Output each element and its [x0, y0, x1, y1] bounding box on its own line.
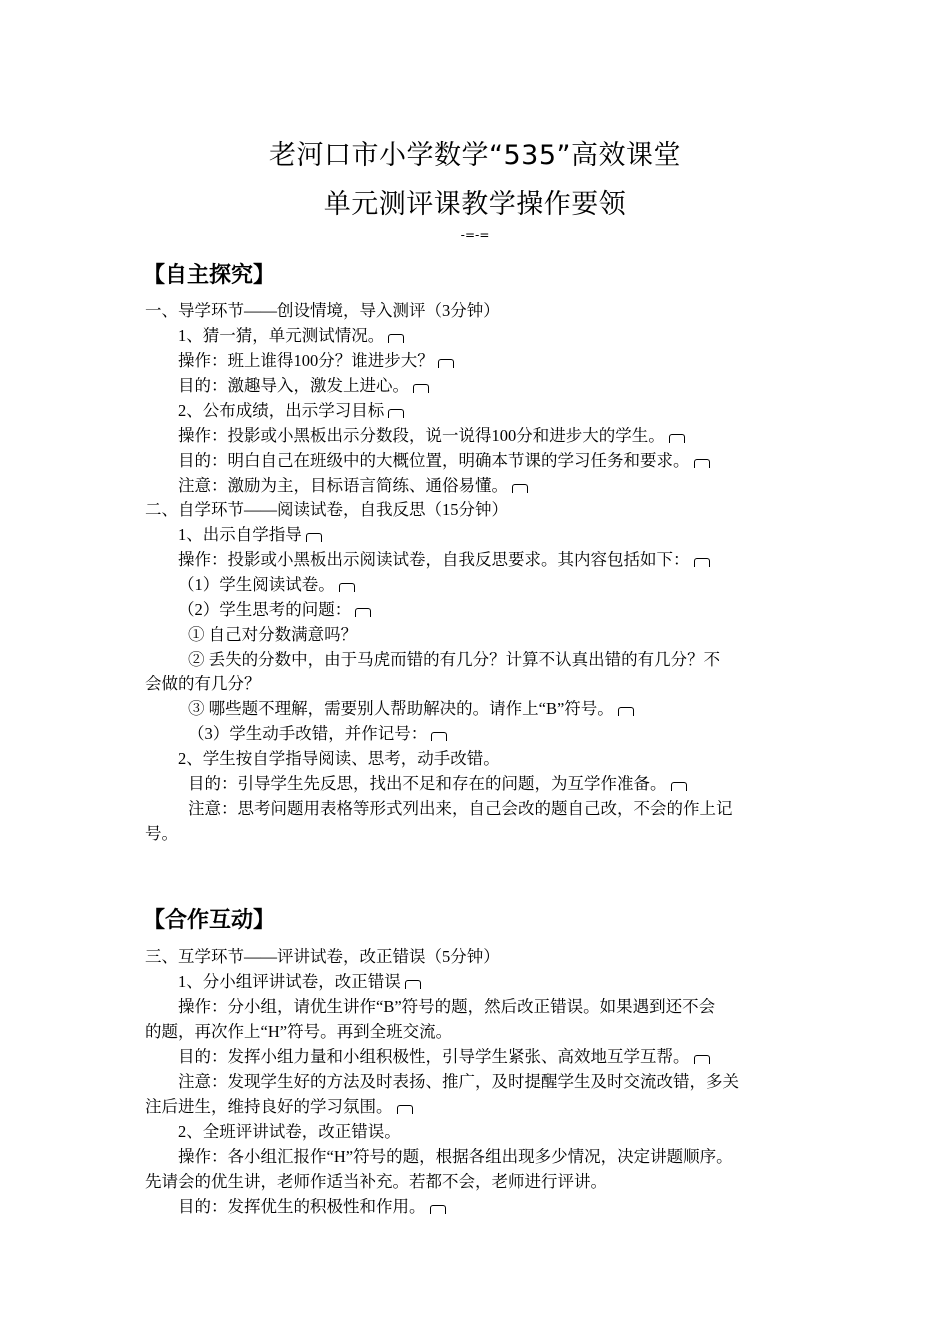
- section-heading-cooperation: 【合作互动】: [143, 908, 276, 933]
- section-heading-self-explore: 【自主探究】: [143, 263, 276, 288]
- paragraph: 二、自学环节——阅读试卷，自我反思（15分钟）: [145, 500, 508, 519]
- paragraph: ③ 哪些题不理解，需要别人帮助解决的。请作上“B”符号。: [188, 697, 868, 721]
- paragraph-mark-icon: [306, 533, 322, 542]
- paragraph-mark-icon: [694, 558, 710, 567]
- paragraph: 目的：激趣导入，激发上进心。: [178, 374, 858, 398]
- paragraph-mark-icon: [512, 484, 528, 493]
- paragraph: ① 自己对分数满意吗？: [188, 625, 358, 644]
- paragraph: 注意：发现学生好的方法及时表扬、推广，及时提醒学生及时交流改错，多关: [178, 1072, 739, 1091]
- paragraph: 操作：投影或小黑板出示阅读试卷，自我反思要求。其内容包括如下：: [178, 548, 858, 572]
- paragraph-mark-icon: [438, 359, 454, 368]
- paragraph-mark-icon: [694, 1055, 710, 1064]
- paragraph-mark-icon: [671, 782, 687, 791]
- paragraph: 会做的有几分？: [145, 674, 261, 693]
- paragraph: 2、全班评讲试卷，改正错误。: [178, 1122, 401, 1141]
- paragraph-mark-icon: [355, 608, 371, 617]
- paragraph: 1、猜一猜，单元测试情况。: [178, 324, 858, 348]
- title-divider: -=-=: [460, 228, 490, 242]
- paragraph: 目的：引导学生先反思，找出不足和存在的问题，为互学作准备。: [188, 772, 868, 796]
- paragraph: 操作：投影或小黑板出示分数段，说一说得100分和进步大的学生。: [178, 424, 858, 448]
- paragraph-mark-icon: [431, 732, 447, 741]
- paragraph: 2、公布成绩，出示学习目标: [178, 399, 858, 423]
- document-title: 老河口市小学数学“535”高效课堂: [268, 140, 681, 171]
- paragraph: 2、学生按自学指导阅读、思考，动手改错。: [178, 749, 500, 768]
- paragraph: 先请会的优生讲，老师作适当补充。若都不会，老师进行评讲。: [145, 1172, 607, 1191]
- paragraph: 注后进生，维持良好的学习氛围。: [145, 1095, 825, 1119]
- paragraph-mark-icon: [339, 583, 355, 592]
- paragraph: 号。: [145, 824, 178, 843]
- paragraph-mark-icon: [694, 459, 710, 468]
- paragraph: 的题，再次作上“H”符号。再到全班交流。: [145, 1022, 453, 1041]
- paragraph: （3）学生动手改错，并作记号：: [188, 722, 868, 746]
- paragraph: ② 丢失的分数中，由于马虎而错的有几分？计算不认真出错的有几分？不: [188, 650, 721, 669]
- paragraph: 一、导学环节——创设情境，导入测评（3分钟）: [145, 301, 500, 320]
- document-subtitle: 单元测评课教学操作要领: [323, 189, 627, 220]
- paragraph: 三、互学环节——评讲试卷，改正错误（5分钟）: [145, 947, 500, 966]
- paragraph-mark-icon: [618, 707, 634, 716]
- paragraph: 目的：发挥优生的积极性和作用。: [178, 1195, 858, 1219]
- paragraph: （2）学生思考的问题：: [178, 598, 858, 622]
- paragraph-mark-icon: [388, 409, 404, 418]
- paragraph: （1）学生阅读试卷。: [178, 573, 858, 597]
- paragraph-mark-icon: [405, 980, 421, 989]
- paragraph: 注意：激励为主，目标语言简练、通俗易懂。: [178, 474, 858, 498]
- paragraph: 注意：思考问题用表格等形式列出来，自己会改的题自己改，不会的作上记: [188, 799, 733, 818]
- paragraph-mark-icon: [413, 384, 429, 393]
- paragraph: 1、分小组评讲试卷，改正错误: [178, 970, 858, 994]
- paragraph: 目的：明白自己在班级中的大概位置，明确本节课的学习任务和要求。: [178, 449, 858, 473]
- paragraph-mark-icon: [430, 1205, 446, 1214]
- paragraph: 操作：班上谁得100分？谁进步大？: [178, 349, 858, 373]
- paragraph-mark-icon: [388, 334, 404, 343]
- paragraph-mark-icon: [397, 1105, 413, 1114]
- paragraph-mark-icon: [669, 434, 685, 443]
- paragraph: 操作：分小组，请优生讲作“B”符号的题，然后改正错误。如果遇到还不会: [178, 997, 716, 1016]
- paragraph: 目的：发挥小组力量和小组积极性，引导学生紧张、高效地互学互帮。: [178, 1045, 858, 1069]
- paragraph: 操作：各小组汇报作“H”符号的题，根据各组出现多少情况，决定讲题顺序。: [178, 1147, 733, 1166]
- paragraph: 1、出示自学指导: [178, 523, 858, 547]
